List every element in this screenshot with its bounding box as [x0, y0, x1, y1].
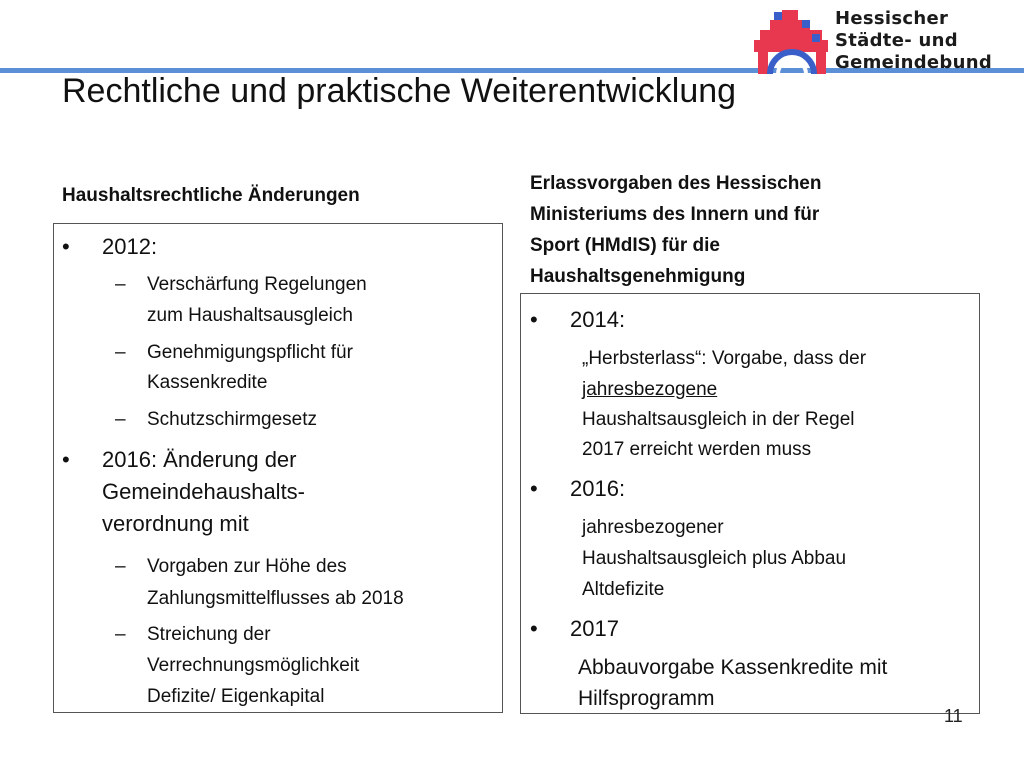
- left-bullet-2-line-1: 2016: Änderung der: [102, 447, 297, 472]
- page-title: Rechtliche und praktische Weiterentwicklung: [62, 72, 737, 110]
- left-sub-5-line-3: Defizite/ Eigenkapital: [147, 686, 325, 707]
- right-bullet-2-label: 2016:: [570, 476, 626, 501]
- left-sub-5-line-2: Verrechnungsmöglichkeit: [147, 655, 360, 676]
- right-bullet-1-label: 2014:: [570, 307, 626, 332]
- bullet-dot: •: [62, 447, 70, 472]
- left-sub-4-line-1: Vorgaben zur Höhe des: [147, 556, 347, 577]
- slide: Hessischer Städte- und Gemeindebund Rechtliche und praktische Weiterentwicklung Haushaltsrechtliche Änderungen • 2012: – Verschärfung Regelungen zum Haushaltsausgleich – Genehmigungspflicht für Kassenkredite – Schutzschirmgesetz • 2016: Änderung der Gemeindehaushalts- verordnung mit – Vorgaben zur Höhe des Zahlungsmittelflusses ab 2018 – Streichung der Verrechnungsmöglichkeit Defizite/ Eigenkapital Erlassvorgaben des Hessischen Ministeriums des Innern und für Sport (HMdIS) für die Haushaltsgenehmigung • 2014: „Herbsterlass“: Vorgabe, dass der jahresbezogene Haushaltsausgleich in der Regel 2017 erreicht werden muss • 2016: jahresbezogener Haushaltsausgleich plus Abbau Altdefizite • 2017 Abbauvorgabe Kassenkredite mit Hilfsprogramm 11: [0, 0, 1024, 768]
- bullet-dot: •: [530, 476, 538, 501]
- left-sub-1-line-2: zum Haushaltsausgleich: [147, 305, 353, 326]
- logo-icon: [750, 6, 834, 76]
- logo: [750, 6, 1000, 76]
- right-bullet-1-line-1: „Herbsterlass“: Vorgabe, dass der: [582, 348, 867, 369]
- right-bullet-1-line-2: jahresbezogene: [582, 379, 718, 400]
- bullet-dot: •: [530, 307, 538, 332]
- right-bullet-3-line-1: Abbauvorgabe Kassenkredite mit: [578, 656, 888, 679]
- right-heading-line-4: Haushaltsgenehmigung: [530, 266, 746, 287]
- right-bullet-1-line-3: Haushaltsausgleich in der Regel: [582, 409, 855, 430]
- logo-line-1: Hessischer: [835, 8, 949, 29]
- bullet-dot: •: [62, 234, 70, 259]
- right-bullet-3-label: 2017: [570, 616, 619, 641]
- left-sub-3-line-1: Schutzschirmgesetz: [147, 409, 318, 430]
- right-bullet-2-line-3: Altdefizite: [582, 579, 665, 600]
- left-sub-4-line-2: Zahlungsmittelflusses ab 2018: [147, 588, 404, 609]
- right-bullet-1-line-4: 2017 erreicht werden muss: [582, 439, 812, 460]
- logo-line-2: Städte- und: [835, 30, 958, 51]
- left-heading: Haushaltsrechtliche Änderungen: [62, 185, 360, 206]
- left-bullet-2-line-3: verordnung mit: [102, 511, 249, 536]
- right-heading-line-1: Erlassvorgaben des Hessischen: [530, 173, 822, 194]
- left-sub-2-line-1: Genehmigungspflicht für: [147, 342, 353, 363]
- left-sub-5-line-1: Streichung der: [147, 624, 271, 645]
- right-bullet-2-line-1: jahresbezogener: [582, 517, 724, 538]
- left-sub-1-line-1: Verschärfung Regelungen: [147, 274, 367, 295]
- left-sub-2-line-2: Kassenkredite: [147, 372, 268, 393]
- right-heading-line-2: Ministeriums des Innern und für: [530, 204, 820, 225]
- bullet-dot: •: [530, 616, 538, 641]
- logo-line-3: Gemeindebund: [835, 52, 993, 73]
- right-bullet-2-line-2: Haushaltsausgleich plus Abbau: [582, 548, 847, 569]
- right-heading: [530, 168, 970, 292]
- page-number: 11: [944, 706, 963, 726]
- logo-text: [835, 8, 992, 74]
- left-bullet-1-label: 2012:: [102, 234, 158, 259]
- right-bullet-3-line-2: Hilfsprogramm: [578, 687, 715, 710]
- right-heading-line-3: Sport (HMdIS) für die: [530, 235, 720, 256]
- left-bullet-2-line-2: Gemeindehaushalts-: [102, 479, 306, 504]
